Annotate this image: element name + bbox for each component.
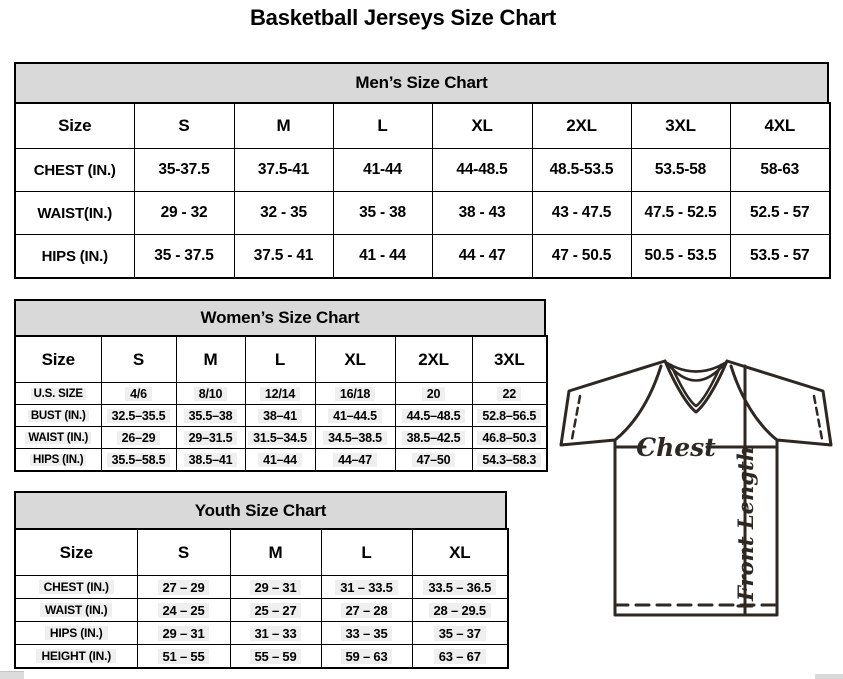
value-cell: 51 – 55 [137,645,230,669]
mens-chart-title: Men’s Size Chart [14,62,829,104]
jersey-vneck-outer [665,361,727,412]
row-label-cell: HIPS (IN.) [15,449,101,472]
table-row [15,235,830,279]
value-cell: 47–50 [395,449,472,472]
value-cell: 63 – 67 [412,645,508,669]
value-cell: 12/14 [245,383,315,405]
column-header-cell: XL [432,103,532,149]
jersey-measurement-diagram [555,353,843,645]
value-cell: 22 [472,383,547,405]
value-cell: 52.5 - 57 [730,192,830,235]
youth-size-table [14,528,509,669]
value-cell: 53.5 - 57 [730,235,830,279]
scrollbar-fragment-left[interactable] [0,671,24,679]
table-row [15,405,547,427]
row-label-cell: WAIST(IN.) [15,192,134,235]
row-label-cell: CHEST (IN.) [15,576,137,599]
table-row [15,576,508,599]
row-label-cell: WAIST (IN.) [15,427,101,449]
value-cell: 54.3–58.3 [472,449,547,472]
womens-size-chart-section [14,299,546,472]
row-label-cell: HEIGHT (IN.) [15,645,137,669]
jersey-right-sleeve-seam [731,366,777,440]
column-header-cell: 3XL [631,103,730,149]
table-row [15,622,508,645]
column-header-cell: M [234,103,333,149]
value-cell: 47 - 50.5 [532,235,631,279]
value-cell: 41-44 [333,149,432,192]
column-header-cell: M [176,336,245,383]
row-label-cell: HIPS (IN.) [15,622,137,645]
value-cell: 47.5 - 52.5 [631,192,730,235]
jersey-outline [561,361,831,615]
value-cell: 33.5 – 36.5 [412,576,508,599]
value-cell: 29 – 31 [137,622,230,645]
value-cell: 29 - 32 [134,192,234,235]
table-row [15,599,508,622]
jersey-right-cuff-dashed [814,396,822,439]
value-cell: 34.5–38.5 [315,427,395,449]
value-cell: 35 – 37 [412,622,508,645]
value-cell: 32 - 35 [234,192,333,235]
value-cell: 35-37.5 [134,149,234,192]
value-cell: 33 – 35 [321,622,412,645]
value-cell: 26–29 [101,427,176,449]
value-cell: 43 - 47.5 [532,192,631,235]
value-cell: 27 – 28 [321,599,412,622]
youth-chart-title: Youth Size Chart [14,491,507,530]
value-cell: 25 – 27 [230,599,321,622]
row-label-cell: HIPS (IN.) [15,235,134,279]
column-header-row [15,336,547,383]
column-header-cell: Size [15,529,137,576]
page-title: Basketball Jerseys Size Chart [249,5,557,30]
column-header-row [15,103,830,149]
column-header-row [15,529,508,576]
value-cell: 8/10 [176,383,245,405]
value-cell: 44-48.5 [432,149,532,192]
value-cell: 16/18 [315,383,395,405]
value-cell: 41–44 [245,449,315,472]
value-cell: 29–31.5 [176,427,245,449]
table-row [15,449,547,472]
value-cell: 41 - 44 [333,235,432,279]
value-cell: 41–44.5 [315,405,395,427]
table-row [15,149,830,192]
value-cell: 38.5–41 [176,449,245,472]
front-length-label: Front Length [733,446,758,601]
mens-size-table [14,102,831,279]
value-cell: 59 – 63 [321,645,412,669]
value-cell: 38–41 [245,405,315,427]
value-cell: 37.5-41 [234,149,333,192]
value-cell: 28 – 29.5 [412,599,508,622]
row-label-cell: WAIST (IN.) [15,599,137,622]
table-row [15,427,547,449]
column-header-cell: M [230,529,321,576]
column-header-cell: 3XL [472,336,547,383]
value-cell: 50.5 - 53.5 [631,235,730,279]
value-cell: 46.8–50.3 [472,427,547,449]
value-cell: 32.5–35.5 [101,405,176,427]
column-header-cell: 2XL [395,336,472,383]
column-header-cell: 4XL [730,103,830,149]
value-cell: 31 – 33 [230,622,321,645]
value-cell: 35 - 37.5 [134,235,234,279]
mens-size-chart-section [14,62,829,279]
value-cell: 55 – 59 [230,645,321,669]
value-cell: 24 – 25 [137,599,230,622]
value-cell: 48.5-53.5 [532,149,631,192]
value-cell: 53.5-58 [631,149,730,192]
value-cell: 44.5–48.5 [395,405,472,427]
column-header-cell: S [137,529,230,576]
value-cell: 44–47 [315,449,395,472]
jersey-left-sleeve-seam [615,366,661,440]
column-header-cell: XL [412,529,508,576]
column-header-cell: L [245,336,315,383]
column-header-cell: Size [15,336,101,383]
value-cell: 38 - 43 [432,192,532,235]
jersey-left-cuff-dashed [572,396,580,439]
value-cell: 31.5–34.5 [245,427,315,449]
womens-size-table [14,335,548,472]
value-cell: 35.5–38 [176,405,245,427]
value-cell: 37.5 - 41 [234,235,333,279]
value-cell: 35.5–58.5 [101,449,176,472]
value-cell: 52.8–56.5 [472,405,547,427]
table-row [15,645,508,669]
youth-size-chart-section [14,491,507,669]
womens-chart-title: Women’s Size Chart [14,299,546,337]
value-cell: 20 [395,383,472,405]
table-row [15,383,547,405]
column-header-cell: S [134,103,234,149]
value-cell: 44 - 47 [432,235,532,279]
value-cell: 31 – 33.5 [321,576,412,599]
column-header-cell: L [321,529,412,576]
value-cell: 4/6 [101,383,176,405]
column-header-cell: S [101,336,176,383]
value-cell: 38.5–42.5 [395,427,472,449]
column-header-cell: 2XL [532,103,631,149]
column-header-cell: XL [315,336,395,383]
value-cell: 29 – 31 [230,576,321,599]
scrollbar-fragment-right[interactable] [815,674,843,679]
table-row [15,192,830,235]
row-label-cell: U.S. SIZE [15,383,101,405]
value-cell: 35 - 38 [333,192,432,235]
column-header-cell: Size [15,103,134,149]
value-cell: 27 – 29 [137,576,230,599]
value-cell: 58-63 [730,149,830,192]
column-header-cell: L [333,103,432,149]
row-label-cell: CHEST (IN.) [15,149,134,192]
row-label-cell: BUST (IN.) [15,405,101,427]
chest-label: Chest [636,433,716,462]
